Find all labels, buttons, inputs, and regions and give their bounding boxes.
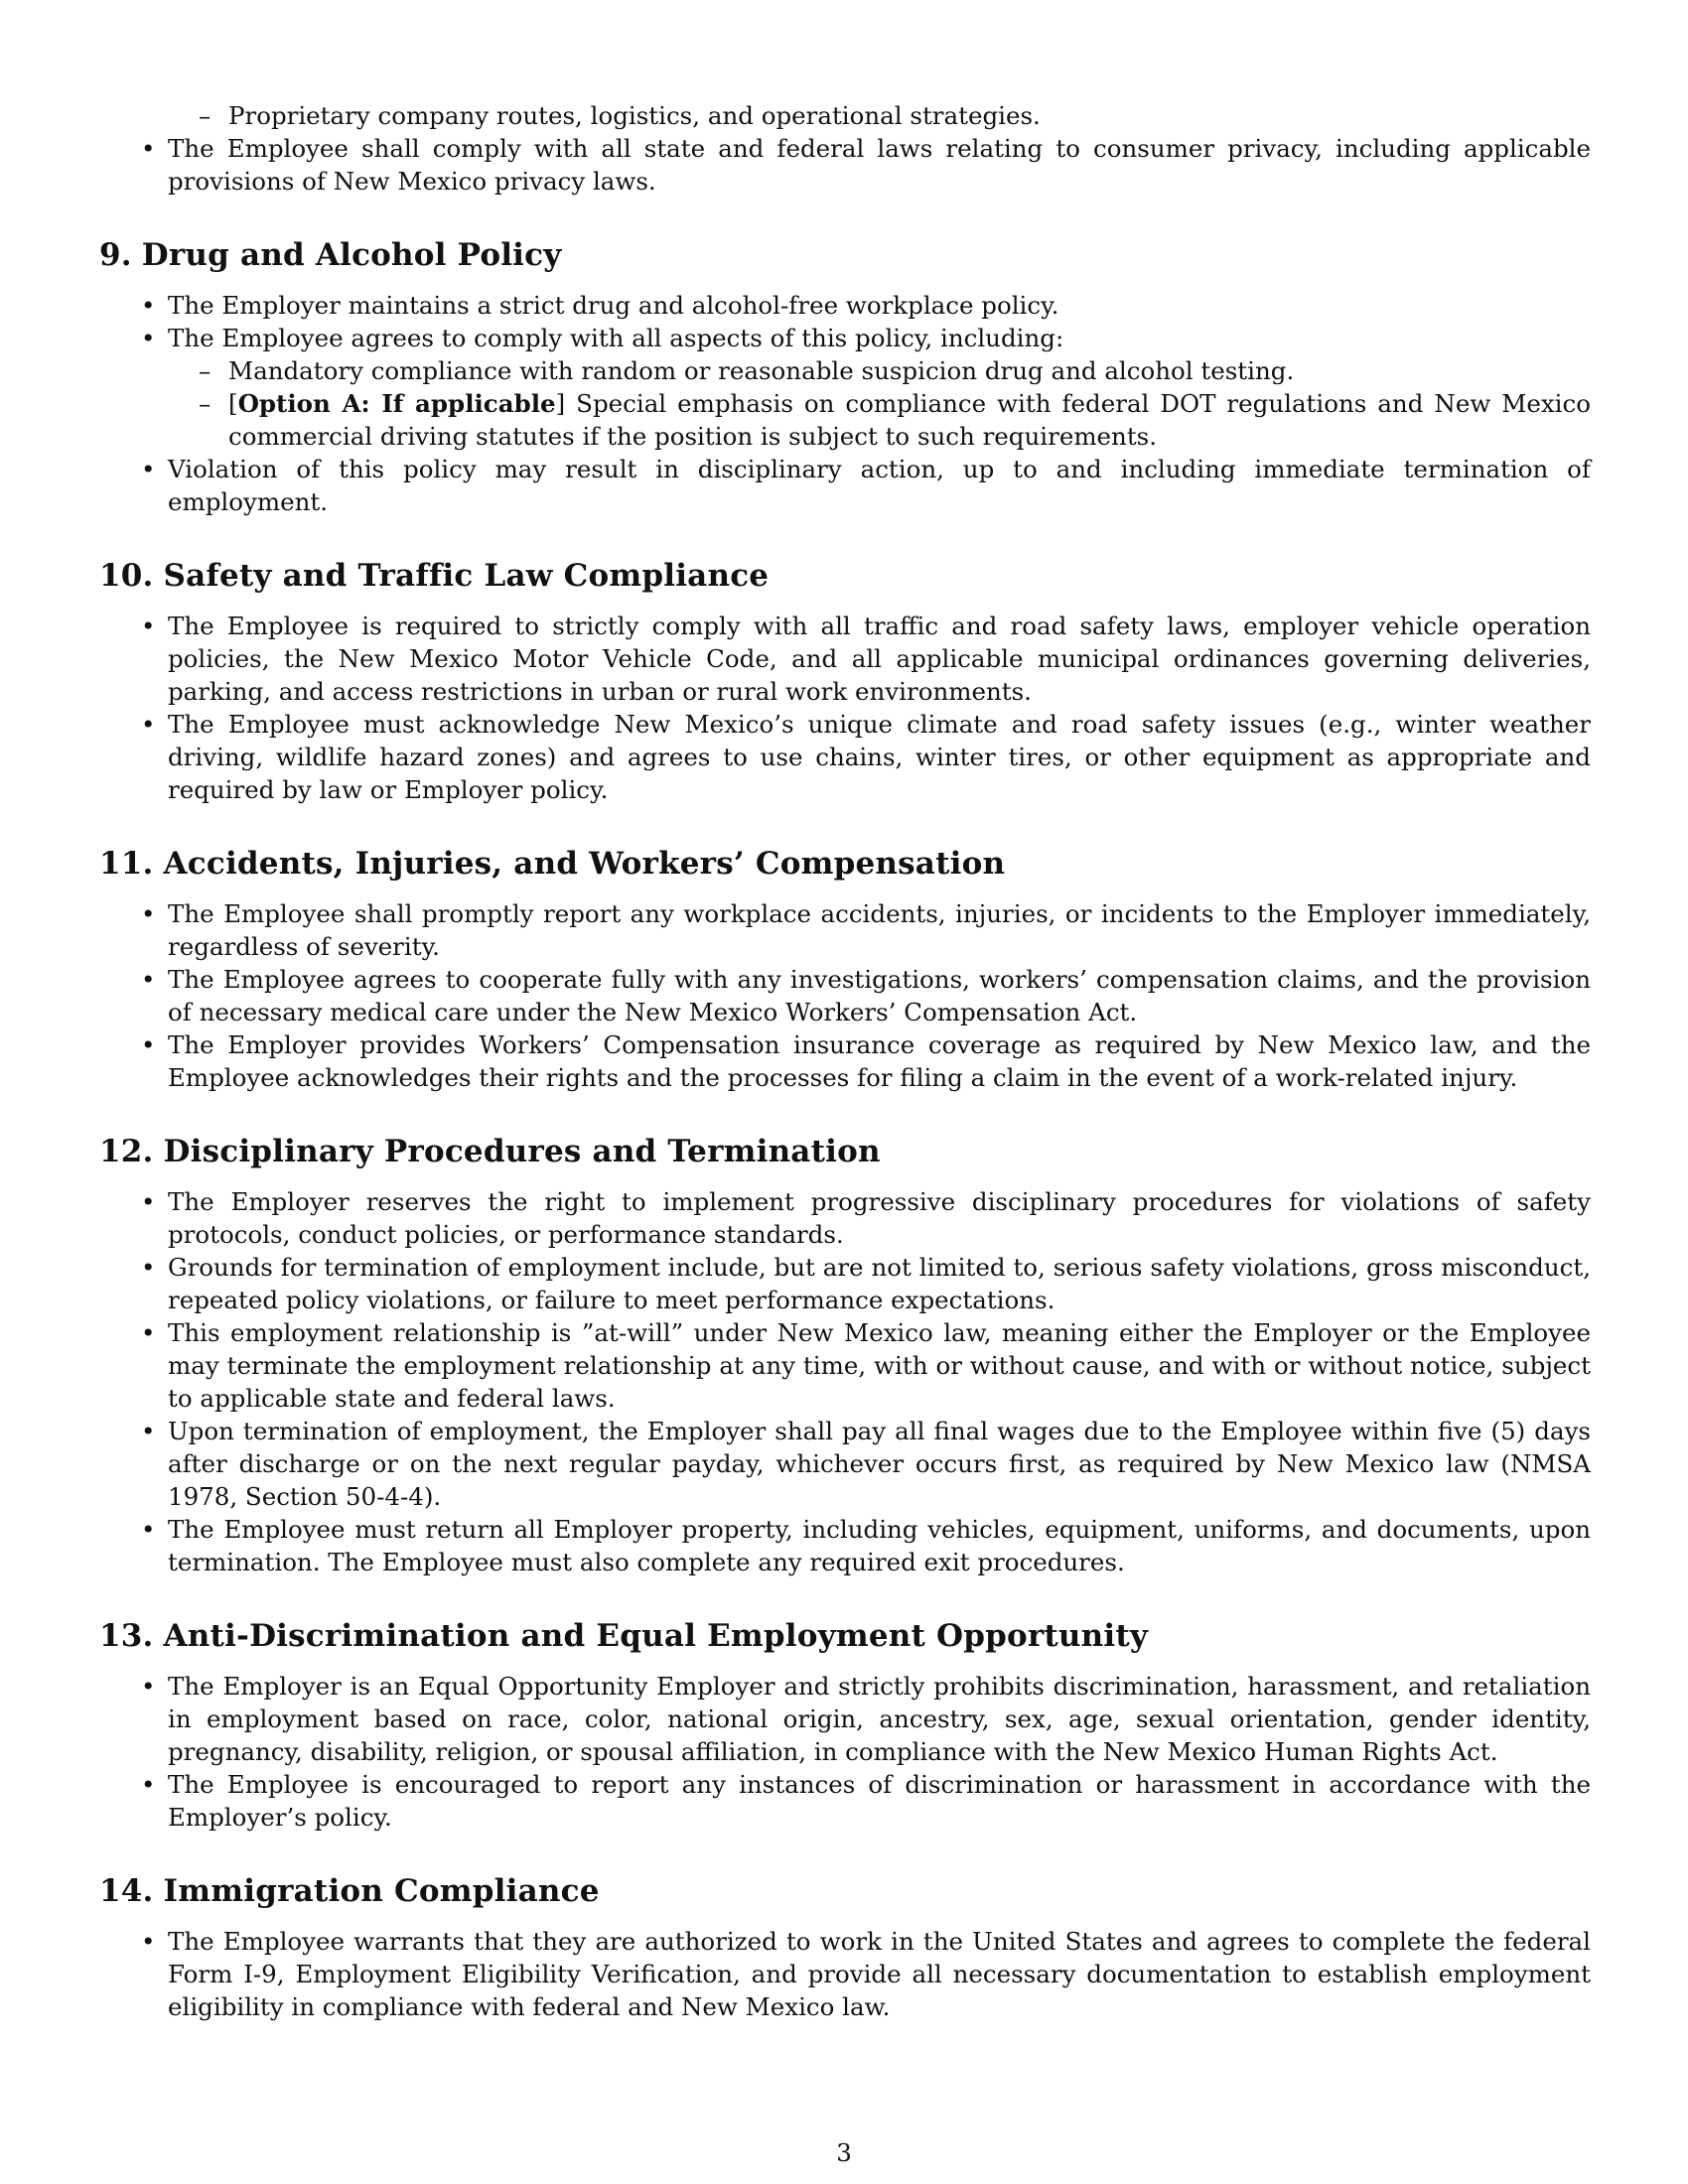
section-title: Accidents, Injuries, and Workers’ Compensation <box>163 846 1006 882</box>
section-number: 14. <box>99 1873 154 1909</box>
list-item: • The Employee shall comply with all state and federal laws relating to consumer privacy, including applicable provisions of New Mexico privacy laws. <box>99 132 1591 198</box>
section-list <box>99 1185 1591 1578</box>
section-list <box>99 1670 1591 1834</box>
option-label: Option A: If applicable <box>237 389 556 418</box>
section-heading <box>99 844 1591 884</box>
section-drug-alcohol-policy <box>99 235 1591 518</box>
section-list <box>99 289 1591 518</box>
list-item: • Upon termination of employment, the Employer shall pay all final wages due to the Employee within five (5) days after discharge or on the next regular payday, whichever occurs first, as required by New Mexico law (NMSA 1978, Section 50-4-4). <box>99 1415 1591 1513</box>
section-accidents-injuries <box>99 844 1591 1094</box>
option-close-bracket: ] <box>555 389 566 418</box>
list-item: • The Employer reserves the right to implement progressive disciplinary procedures for violations of safety protocols, conduct policies, or performance standards. <box>99 1185 1591 1251</box>
section-list <box>99 610 1591 806</box>
list-item: • The Employer maintains a strict drug and alcohol-free workplace policy. <box>99 289 1591 322</box>
section-number: 10. <box>99 558 154 594</box>
list-sub-item: – Mandatory compliance with random or reasonable suspicion drug and alcohol testing. <box>99 354 1591 387</box>
section-anti-discrimination <box>99 1616 1591 1834</box>
section-heading <box>99 1871 1591 1911</box>
section-list <box>99 1925 1591 2023</box>
list-item: • Grounds for termination of employment include, but are not limited to, serious safety violations, gross misconduct, repeated policy violations, or failure to meet performance expectations. <box>99 1251 1591 1316</box>
page-number: 3 <box>836 2138 852 2167</box>
list-item: • The Employee is required to strictly comply with all traffic and road safety laws, employer vehicle operation policies, the New Mexico Motor Vehicle Code, and all applicable municipal ordinances governing deliveries, parking, and access restrictions in urban or rural work environments. <box>99 610 1591 708</box>
page-content <box>99 99 1591 2023</box>
section-heading <box>99 235 1591 275</box>
section-heading <box>99 556 1591 596</box>
section-title: Disciplinary Procedures and Termination <box>163 1134 881 1169</box>
intro-list <box>99 99 1591 198</box>
section-immigration-compliance <box>99 1871 1591 2023</box>
list-item: • The Employee is encouraged to report any instances of discrimination or harassment in accordance with the Employer’s policy. <box>99 1768 1591 1834</box>
option-text: Special emphasis on compliance with federal DOT regulations and New Mexico commercial driving statutes if the position is subject to such requirements. <box>228 389 1591 451</box>
section-number: 13. <box>99 1618 154 1654</box>
section-title: Drug and Alcohol Policy <box>141 237 562 273</box>
list-item: • The Employee must return all Employer property, including vehicles, equipment, uniforms, and documents, upon termination. The Employee must also complete any required exit procedures. <box>99 1513 1591 1578</box>
list-sub-item-option <box>99 387 1591 453</box>
list-item: • The Employee agrees to cooperate fully with any investigations, workers’ compensation claims, and the provision of necessary medical care under the New Mexico Workers’ Compensation Act. <box>99 963 1591 1028</box>
list-item: • This employment relationship is ”at-will” under New Mexico law, meaning either the Employer or the Employee may terminate the employment relationship at any time, with or without cause, and with or without notice, subject to applicable state and federal laws. <box>99 1316 1591 1415</box>
list-item: • The Employee agrees to comply with all aspects of this policy, including: <box>99 322 1591 354</box>
list-item: • The Employee shall promptly report any workplace accidents, injuries, or incidents to the Employer immediately, regardless of severity. <box>99 897 1591 963</box>
list-item: • The Employee must acknowledge New Mexico’s unique climate and road safety issues (e.g., winter weather driving, wildlife hazard zones) and agrees to use chains, winter tires, or other equipment as appropriate and required by law or Employer policy. <box>99 708 1591 806</box>
option-open-bracket: [ <box>228 389 238 418</box>
section-title: Immigration Compliance <box>163 1873 600 1909</box>
section-number: 12. <box>99 1134 154 1169</box>
section-safety-traffic-compliance <box>99 556 1591 806</box>
list-item: • The Employee warrants that they are authorized to work in the United States and agrees to complete the federal Form I-9, Employment Eligibility Verification, and provide all necessary documentation to establish employment eligibility in compliance with federal and New Mexico law. <box>99 1925 1591 2023</box>
list-item: • Violation of this policy may result in disciplinary action, up to and including immediate termination of employment. <box>99 453 1591 518</box>
list-item: • The Employer provides Workers’ Compensation insurance coverage as required by New Mexico law, and the Employee acknowledges their rights and the processes for filing a claim in the event of a work-related injury. <box>99 1028 1591 1094</box>
list-item: • The Employer is an Equal Opportunity Employer and strictly prohibits discrimination, harassment, and retaliation in employment based on race, color, national origin, ancestry, sex, age, sexual orientation, gender identity, pregnancy, disability, religion, or spousal affiliation, in compliance with the New Mexico Human Rights Act. <box>99 1670 1591 1768</box>
section-heading <box>99 1132 1591 1171</box>
section-list <box>99 897 1591 1094</box>
section-title: Anti-Discrimination and Equal Employment Opportunity <box>163 1618 1149 1654</box>
list-sub-item: – Proprietary company routes, logistics, and operational strategies. <box>99 99 1591 132</box>
section-heading <box>99 1616 1591 1656</box>
section-title: Safety and Traffic Law Compliance <box>163 558 770 594</box>
section-number: 11. <box>99 846 154 882</box>
section-number: 9. <box>99 237 132 273</box>
section-disciplinary-termination <box>99 1132 1591 1578</box>
